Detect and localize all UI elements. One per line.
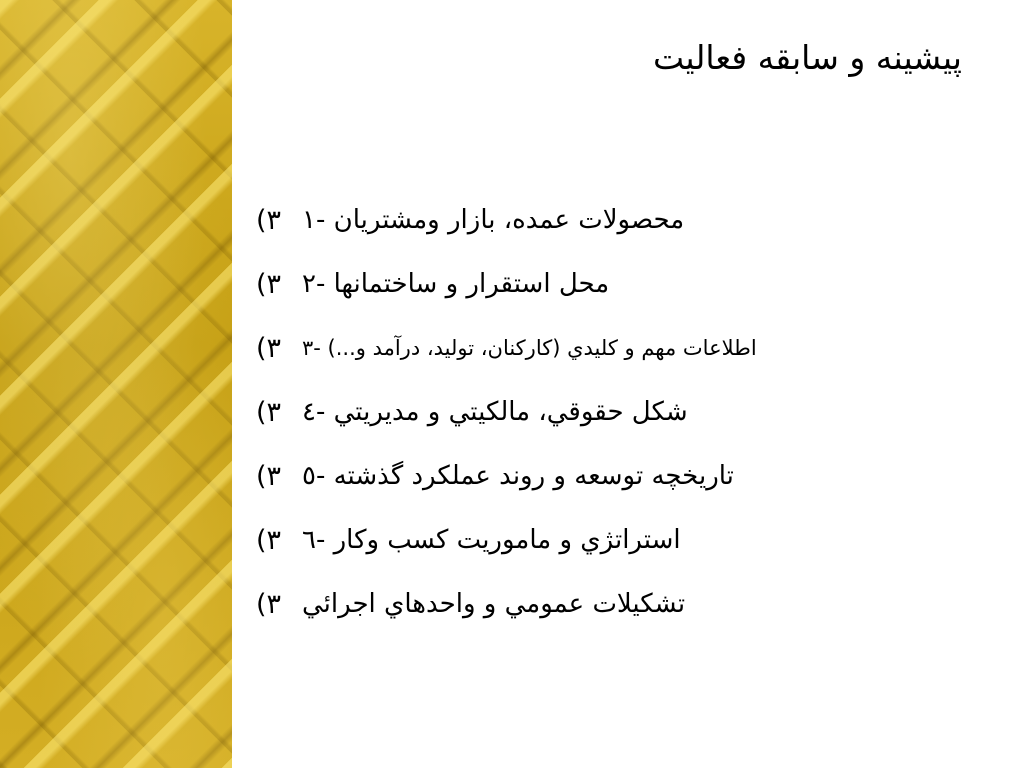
item-text: شكل حقوقي، مالكيتي و مديريتي -٤ <box>302 397 688 427</box>
item-text: اطلاعات مهم و كليدي (كاركنان، توليد، درآمد و...) -٣ <box>302 336 757 360</box>
list-item <box>256 188 976 252</box>
list-item <box>256 444 976 508</box>
bullet-label: (٣ <box>256 268 282 300</box>
item-list <box>256 188 976 636</box>
list-item <box>256 380 976 444</box>
item-text: تاريخچه توسعه و روند عملكرد گذشته -٥ <box>302 461 734 491</box>
item-text: محل استقرار و ساختمانها -٢ <box>302 269 610 299</box>
item-text: استراتژي و ماموريت كسب وكار -٦ <box>302 525 681 555</box>
list-item <box>256 252 976 316</box>
bullet-label: (٣ <box>256 396 282 428</box>
item-text: تشكيلات عمومي و واحدهاي اجرائي <box>302 589 686 619</box>
bullet-label: (٣ <box>256 524 282 556</box>
item-text: محصولات عمده، بازار ومشتريان -١ <box>302 205 685 235</box>
list-item <box>256 316 976 380</box>
list-item <box>256 508 976 572</box>
bullet-label: (٣ <box>256 588 282 620</box>
bullet-label: (٣ <box>256 460 282 492</box>
decorative-tile-panel <box>0 0 232 768</box>
bullet-label: (٣ <box>256 332 282 364</box>
bullet-label: (٣ <box>256 204 282 236</box>
list-item <box>256 572 976 636</box>
slide-title: پيشينه و سابقه فعاليت <box>652 38 962 77</box>
